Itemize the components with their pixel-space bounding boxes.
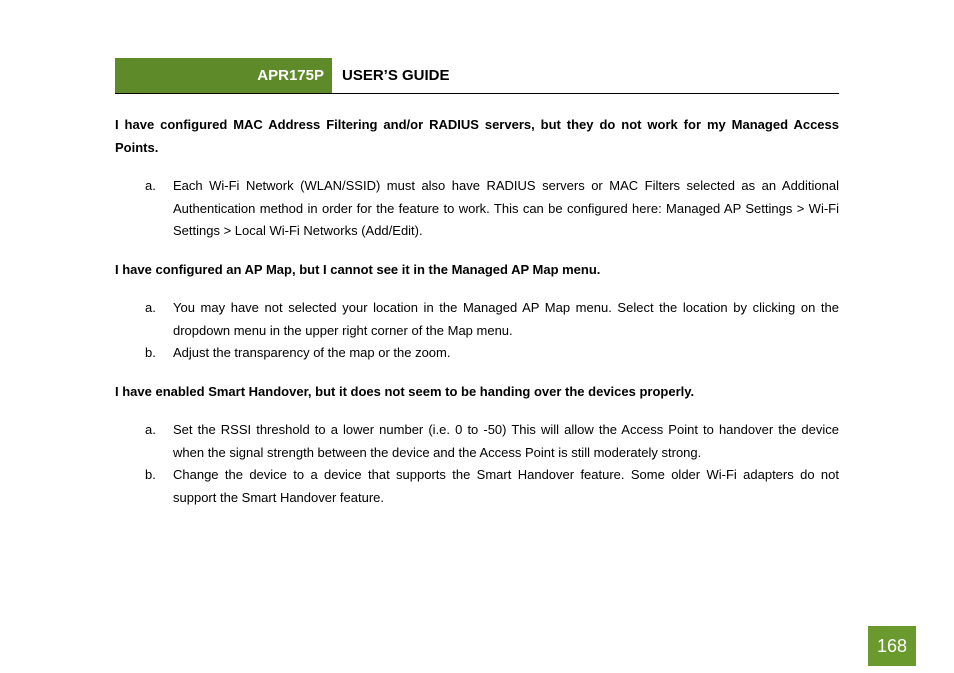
page-header (115, 57, 839, 94)
list-marker: a. (145, 300, 156, 315)
header-divider (115, 93, 839, 94)
answer-text: Set the RSSI threshold to a lower number (i.e. 0 to -50) This will allow the Access Point to handover the device when the signal strength between the device and the Access Point is still moderately strong. (173, 422, 839, 460)
answer-text: Each Wi-Fi Network (WLAN/SSID) must also have RADIUS servers or MAC Filters selected as an Additional Authentication method in order for the feature to work. This can be configured here: Managed AP Settings > Wi-Fi Settings > Local Wi-Fi Networks (Add/Edit). (173, 178, 839, 238)
guide-title: USER’S GUIDE (342, 67, 450, 84)
faq-answer-item (145, 297, 839, 342)
faq-question-smart-handover: I have enabled Smart Handover, but it does not seem to be handing over the devices properly. (115, 384, 695, 399)
faq-answer-item (145, 342, 839, 365)
answer-text: You may have not selected your location in the Managed AP Map menu. Select the location by clicking on the dropdown menu in the upper right corner of the Map menu. (173, 300, 839, 338)
list-marker: b. (145, 467, 156, 482)
faq-question-mac-radius: I have configured MAC Address Filtering and/or RADIUS servers, but they do not work for my Managed Access Points. (115, 117, 839, 155)
faq-answer-item (145, 175, 839, 243)
list-marker: b. (145, 345, 156, 360)
faq-question-ap-map: I have configured an AP Map, but I cannot see it in the Managed AP Map menu. (115, 262, 601, 277)
list-marker: a. (145, 178, 156, 193)
list-marker: a. (145, 422, 156, 437)
answer-text: Adjust the transparency of the map or the zoom. (173, 345, 451, 360)
faq-answer-item (145, 464, 839, 509)
faq-answer-item (145, 419, 839, 464)
answer-text: Change the device to a device that supports the Smart Handover feature. Some older Wi-Fi adapters do not support the Smart Handover feature. (173, 467, 839, 505)
page-number: 168 (868, 626, 916, 666)
model-label: APR175P (115, 58, 332, 93)
